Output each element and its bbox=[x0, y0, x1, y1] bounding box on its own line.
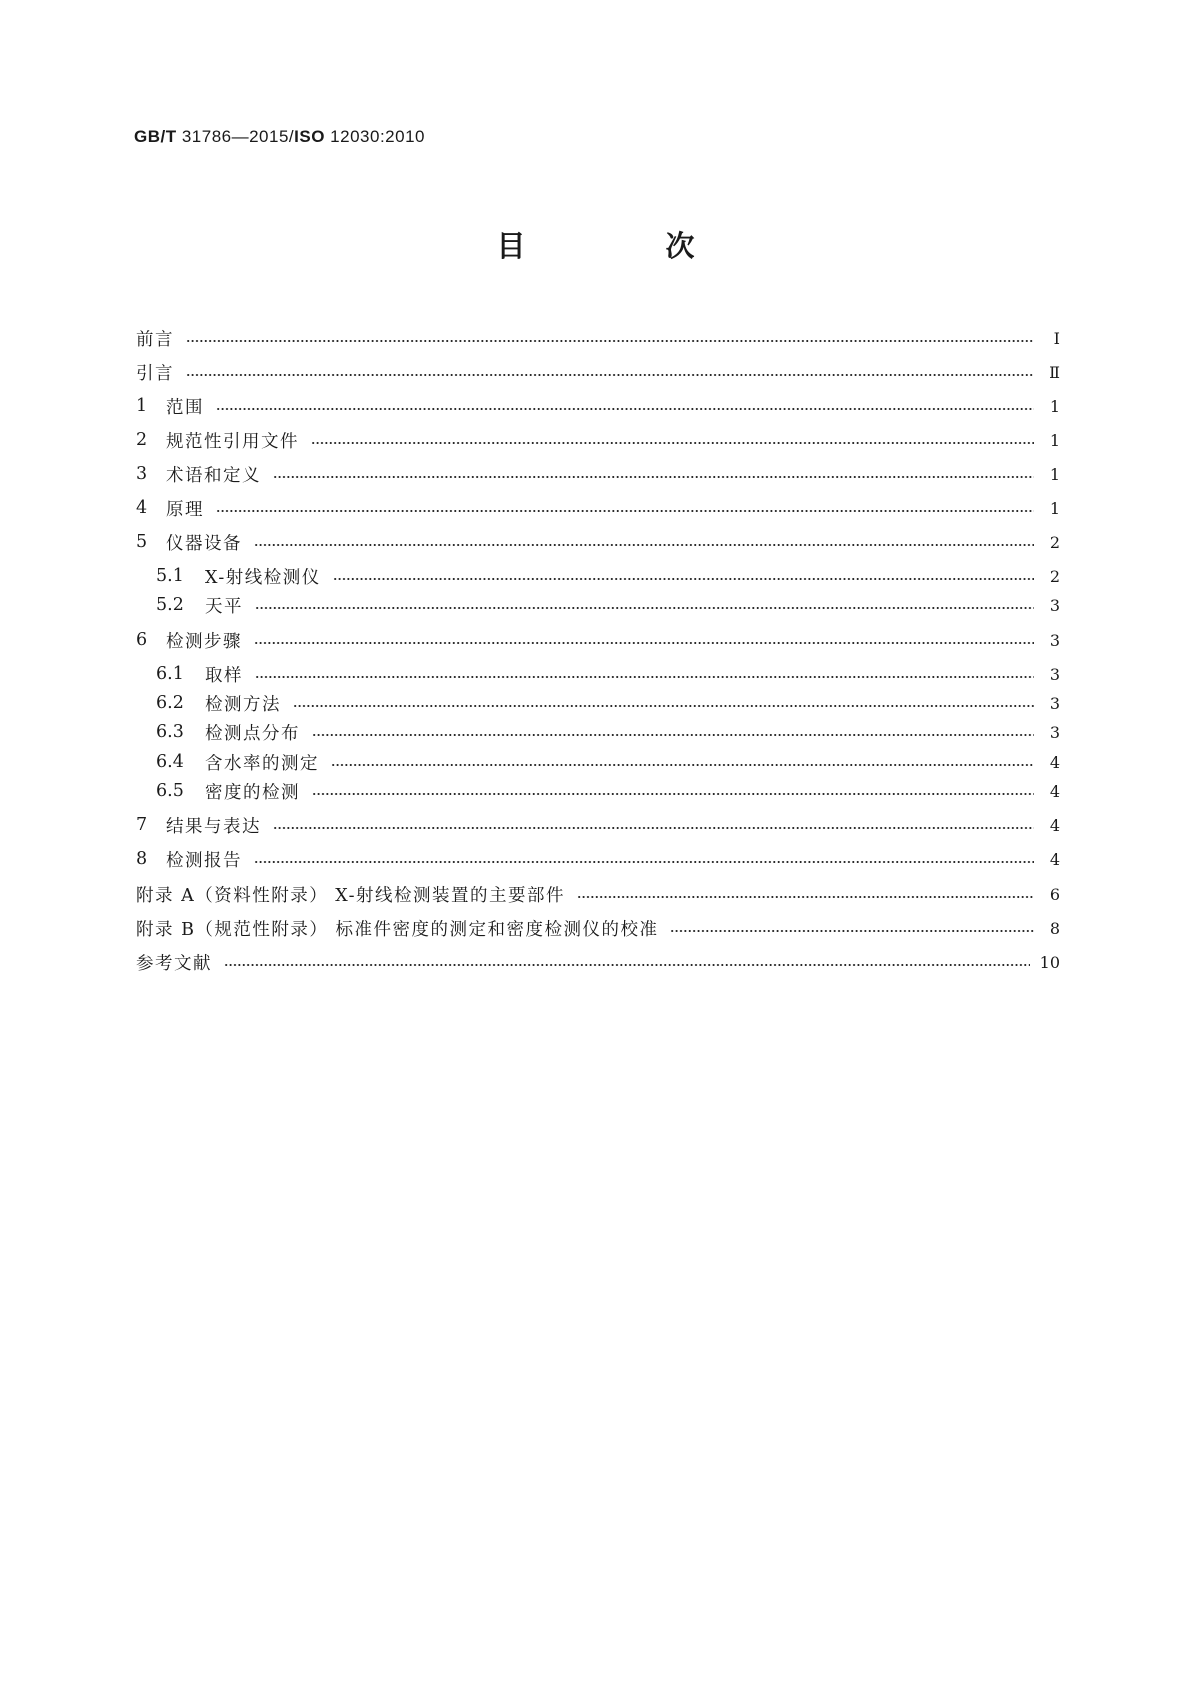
toc-dot-leader bbox=[216, 408, 1034, 410]
toc-entry-number: 3 bbox=[136, 464, 148, 484]
toc-entry[interactable] bbox=[156, 592, 1060, 618]
toc-dot-leader bbox=[670, 930, 1034, 932]
toc-entry-page: 3 bbox=[1049, 693, 1060, 713]
toc-entry-page: 3 bbox=[1049, 722, 1060, 742]
toc-entry-page: 3 bbox=[1049, 595, 1060, 615]
toc-entry-number: 5.1 bbox=[156, 566, 184, 586]
iso-prefix: ISO bbox=[294, 127, 325, 146]
toc-entry-label: 参考文献 bbox=[136, 953, 212, 974]
toc-entry-number: 5 bbox=[136, 532, 148, 552]
toc-dot-leader bbox=[255, 676, 1034, 678]
toc-entry-label: 天平 bbox=[205, 596, 243, 617]
toc-entry-label: 引言 bbox=[136, 363, 174, 384]
toc-dot-leader bbox=[186, 340, 1034, 342]
toc-entry[interactable] bbox=[136, 529, 1060, 555]
toc-entry-label: 检测步骤 bbox=[166, 631, 242, 652]
toc-entry[interactable] bbox=[136, 812, 1060, 838]
toc-title: 目 次 bbox=[496, 229, 735, 263]
toc-entry-number: 6.1 bbox=[156, 664, 184, 684]
toc-entry-label: 检测方法 bbox=[205, 694, 281, 715]
toc-entry[interactable] bbox=[136, 881, 1060, 907]
toc-entry-page: 4 bbox=[1049, 781, 1060, 801]
toc-entry-label: 仪器设备 bbox=[166, 533, 242, 554]
toc-entry-label: X-射线检测仪 bbox=[205, 567, 321, 588]
toc-entry-number: 7 bbox=[136, 815, 148, 835]
toc-entry[interactable] bbox=[136, 325, 1060, 351]
toc-entry[interactable] bbox=[156, 778, 1060, 804]
toc-entry-page: 8 bbox=[1049, 918, 1060, 938]
toc-entry[interactable] bbox=[136, 427, 1060, 453]
toc-entry-page: 3 bbox=[1049, 664, 1060, 684]
toc-entry-number: 6.2 bbox=[156, 693, 184, 713]
toc-dot-leader bbox=[312, 793, 1034, 795]
toc-entry-page: 2 bbox=[1049, 532, 1060, 552]
toc-dot-leader bbox=[254, 861, 1034, 863]
toc-entry-number: 2 bbox=[136, 430, 148, 450]
standard-header bbox=[134, 127, 425, 147]
toc-entry-page: 1 bbox=[1049, 396, 1060, 416]
toc-entry-label: 附录 B（规范性附录） 标准件密度的测定和密度检测仪的校准 bbox=[136, 919, 659, 940]
toc-entry-page: 2 bbox=[1049, 566, 1060, 586]
toc-entry[interactable] bbox=[156, 719, 1060, 745]
standard-prefix: GB/T bbox=[134, 127, 177, 146]
toc-entry-label: 附录 A（资料性附录） X-射线检测装置的主要部件 bbox=[136, 885, 566, 906]
toc-entry-page: 1 bbox=[1049, 498, 1060, 518]
toc-dot-leader bbox=[186, 374, 1034, 376]
toc-dot-leader bbox=[577, 896, 1034, 898]
toc-entry-label: 检测报告 bbox=[166, 850, 242, 871]
toc-dot-leader bbox=[273, 476, 1034, 478]
toc-entry-page: Ⅱ bbox=[1049, 362, 1060, 382]
toc-dot-leader bbox=[311, 442, 1034, 444]
toc-entry-page: 6 bbox=[1049, 884, 1060, 904]
toc-entry[interactable] bbox=[136, 359, 1060, 385]
toc-entry-label: 范围 bbox=[166, 397, 204, 418]
toc-entry-page: 10 bbox=[1039, 952, 1060, 972]
toc-entry-page: 4 bbox=[1049, 752, 1060, 772]
toc-entry[interactable] bbox=[136, 461, 1060, 487]
toc-entry-number: 6.3 bbox=[156, 722, 184, 742]
toc-dot-leader bbox=[216, 510, 1034, 512]
toc-dot-leader bbox=[293, 705, 1034, 707]
toc-entry[interactable] bbox=[136, 393, 1060, 419]
toc-entry-label: 检测点分布 bbox=[205, 723, 300, 744]
toc-entry[interactable] bbox=[136, 627, 1060, 653]
toc-dot-leader bbox=[224, 964, 1030, 966]
toc-entry[interactable] bbox=[136, 915, 1060, 941]
toc-entry-label: 前言 bbox=[136, 329, 174, 350]
toc-entry-page: 4 bbox=[1049, 849, 1060, 869]
toc-entry[interactable] bbox=[156, 690, 1060, 716]
toc-entry-page: 4 bbox=[1049, 815, 1060, 835]
toc-entry[interactable] bbox=[136, 949, 1060, 975]
toc-entry-number: 4 bbox=[136, 498, 148, 518]
toc-entry-page: 1 bbox=[1049, 430, 1060, 450]
toc-entry-number: 6 bbox=[136, 630, 148, 650]
toc-entry[interactable] bbox=[136, 495, 1060, 521]
toc-entry-label: 结果与表达 bbox=[166, 816, 261, 837]
iso-number: 12030:2010 bbox=[324, 127, 425, 146]
toc-entry-label: 含水率的测定 bbox=[205, 753, 319, 774]
toc-entry-label: 术语和定义 bbox=[166, 465, 261, 486]
toc-dot-leader bbox=[255, 607, 1034, 609]
toc-dot-leader bbox=[254, 642, 1034, 644]
toc-entry[interactable] bbox=[136, 846, 1060, 872]
toc-entry[interactable] bbox=[156, 749, 1060, 775]
toc-entry-page: 3 bbox=[1049, 630, 1060, 650]
toc-entry-number: 6.5 bbox=[156, 781, 184, 801]
toc-entry-label: 规范性引用文件 bbox=[166, 431, 299, 452]
toc-entry-number: 1 bbox=[136, 396, 148, 416]
toc-entry[interactable] bbox=[156, 661, 1060, 687]
toc-dot-leader bbox=[312, 734, 1034, 736]
toc-entry-number: 6.4 bbox=[156, 752, 184, 772]
toc-entry[interactable] bbox=[156, 563, 1060, 589]
toc-entry-page: Ⅰ bbox=[1053, 328, 1060, 348]
standard-number: 31786—2015/ bbox=[176, 127, 295, 146]
toc-dot-leader bbox=[331, 764, 1034, 766]
toc-entry-label: 原理 bbox=[166, 499, 204, 520]
toc-dot-leader bbox=[273, 827, 1034, 829]
toc-entry-page: 1 bbox=[1049, 464, 1060, 484]
toc-dot-leader bbox=[254, 544, 1034, 546]
toc-dot-leader bbox=[333, 578, 1034, 580]
toc-entry-label: 密度的检测 bbox=[205, 782, 300, 803]
toc-entry-label: 取样 bbox=[205, 665, 243, 686]
toc-entry-number: 8 bbox=[136, 849, 148, 869]
toc-entry-number: 5.2 bbox=[156, 595, 184, 615]
